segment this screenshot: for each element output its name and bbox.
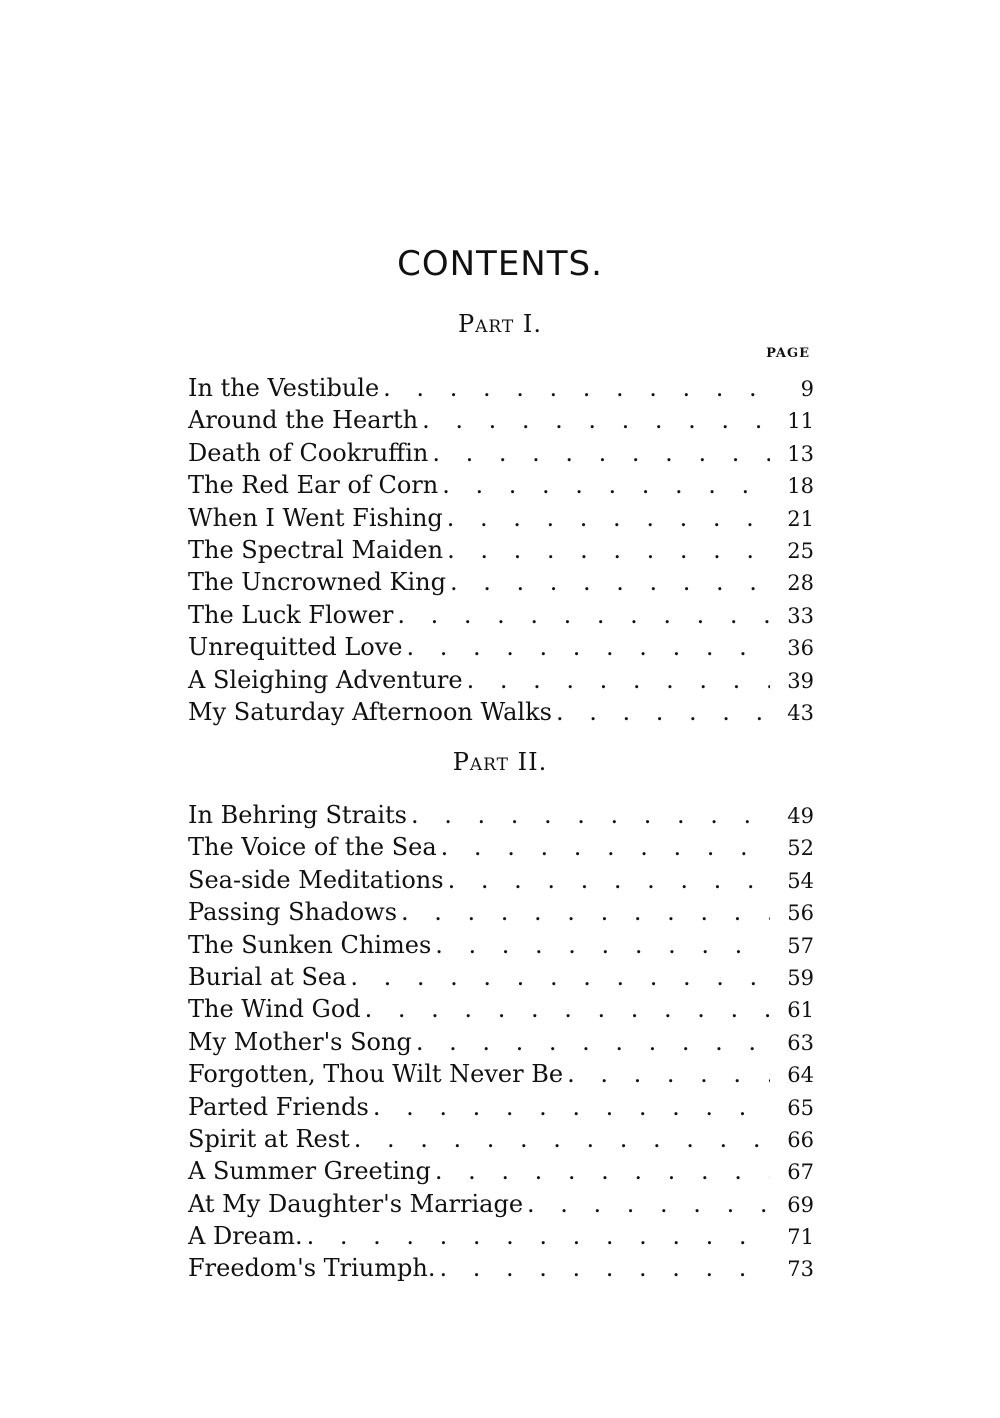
toc-entry [188,599,814,631]
toc-entry-title: Forgotten, Thou Wilt Never Be [188,1060,564,1089]
dot-leader [523,1188,770,1220]
dot-leader [350,1123,770,1155]
toc-entry-title: At My Daughter's Marriage [188,1189,524,1218]
toc-entry-page-number: 49 [787,804,814,828]
toc-entry [188,1058,814,1090]
toc-entry-page-number: 25 [787,538,814,563]
dot-leader [412,1026,770,1058]
toc-entry-page-number: 56 [787,901,814,926]
toc-entry [188,831,814,863]
toc-entry [188,1188,814,1220]
dot-leader [346,961,770,993]
part-two-list [188,799,814,1285]
dot-leader [418,404,770,436]
toc-entry-title: Sea-side Meditations [188,865,444,894]
toc-entry-title: Burial at Sea [188,962,347,991]
toc-entry-title: In the Vestibule [188,374,380,402]
toc-entry-page-number: 73 [787,1257,814,1282]
toc-entry-title: Unrequitted Love [188,633,403,662]
toc-entry-page-number: 43 [787,700,814,725]
part-two-heading: Part II. [452,748,548,776]
toc-entry [188,929,814,961]
toc-entry [188,696,814,728]
toc-entry-title: Freedom's Triumph. [188,1254,436,1283]
toc-entry [188,437,814,469]
toc-entry [188,896,814,928]
toc-entry [188,961,814,993]
toc-entry-page-number: 13 [787,441,814,466]
toc-entry [188,631,814,663]
toc-entry-page-number: 61 [787,998,814,1023]
toc-entry-title: The Voice of the Sea [188,833,437,862]
toc-entry-page-number: 11 [787,409,814,434]
dot-leader [438,469,770,501]
toc-entry [188,1123,814,1155]
dot-leader [431,1155,770,1187]
toc-entry-title: Spirit at Rest [188,1124,350,1153]
toc-entry-page-number: 33 [787,603,814,628]
dot-leader [428,437,770,469]
dot-leader [444,864,770,896]
toc-entry-page-number: 57 [787,933,814,958]
dot-leader [463,664,770,696]
toc-entry [188,1091,814,1123]
toc-entry-page-number: 71 [787,1225,814,1250]
dot-leader [552,696,770,728]
toc-entry-title: The Wind God [188,995,361,1024]
toc-entry-page-number: 39 [787,668,814,693]
toc-entry-title: Parted Friends [188,1092,369,1121]
toc-entry [188,534,814,566]
page-column-label: PAGE [766,346,810,361]
toc-entry-title: Passing Shadows [188,898,398,927]
toc-entry-page-number: 67 [787,1160,814,1185]
toc-entry [188,566,814,598]
toc-entry-title: Around the Hearth [188,406,419,435]
toc-entry-title: The Sunken Chimes [188,930,432,959]
dot-leader [397,896,770,928]
toc-entry [188,469,814,501]
dot-leader [303,1220,770,1252]
toc-entry [188,864,814,896]
toc-entry-page-number: 69 [787,1192,814,1217]
toc-entry-title: My Saturday Afternoon Walks [188,697,552,726]
part-one-list [188,372,814,728]
toc-entry [188,993,814,1025]
dot-leader [379,372,770,404]
dot-leader [443,502,770,534]
toc-entry-page-number: 59 [787,965,814,990]
page-title: CONTENTS. [397,244,603,284]
toc-entry-title: In Behring Straits [188,801,407,829]
toc-entry-title: Death of Cookruffin [188,438,429,467]
dot-leader [435,1252,770,1284]
toc-entry-title: The Luck Flower [188,600,394,629]
toc-entry-page-number: 64 [787,1063,814,1088]
toc-entry-page-number: 65 [787,1095,814,1120]
dot-leader [443,534,770,566]
dot-leader [446,566,770,598]
toc-entry-title: A Summer Greeting [188,1157,431,1186]
toc-entry-page-number: 21 [787,506,814,531]
toc-entry-page-number: 54 [787,868,814,893]
dot-leader [403,631,771,663]
toc-entry [188,1026,814,1058]
toc-entry-title: A Sleighing Adventure [188,665,463,694]
toc-entry-page-number: 18 [787,474,814,499]
toc-entry-title: My Mother's Song [188,1027,412,1056]
dot-leader [407,799,770,831]
toc-entry-title: A Dream. [188,1222,303,1251]
dot-leader [369,1091,770,1123]
toc-entry [188,502,814,534]
toc-entry [188,1155,814,1187]
toc-entry [188,799,814,831]
toc-entry [188,404,814,436]
toc-entry-title: The Red Ear of Corn [188,471,439,500]
toc-entry-page-number: 52 [787,836,814,861]
toc-entry-page-number: 9 [800,377,814,401]
toc-entry-page-number: 66 [787,1127,814,1152]
dot-leader [431,929,770,961]
toc-entry [188,372,814,404]
dot-leader [437,831,770,863]
toc-entry-title: When I Went Fishing [188,503,443,532]
toc-entry [188,1252,814,1284]
part-one-heading: Part I. [457,310,542,338]
toc-entry-title: The Spectral Maiden [188,535,444,564]
toc-entry-page-number: 63 [787,1030,814,1055]
toc-entry [188,664,814,696]
dot-leader [563,1058,770,1090]
toc-entry-page-number: 28 [787,571,814,596]
toc-entry [188,1220,814,1252]
dot-leader [361,993,770,1025]
dot-leader [393,599,770,631]
toc-entry-page-number: 36 [787,636,814,661]
toc-entry-title: The Uncrowned King [188,568,446,597]
